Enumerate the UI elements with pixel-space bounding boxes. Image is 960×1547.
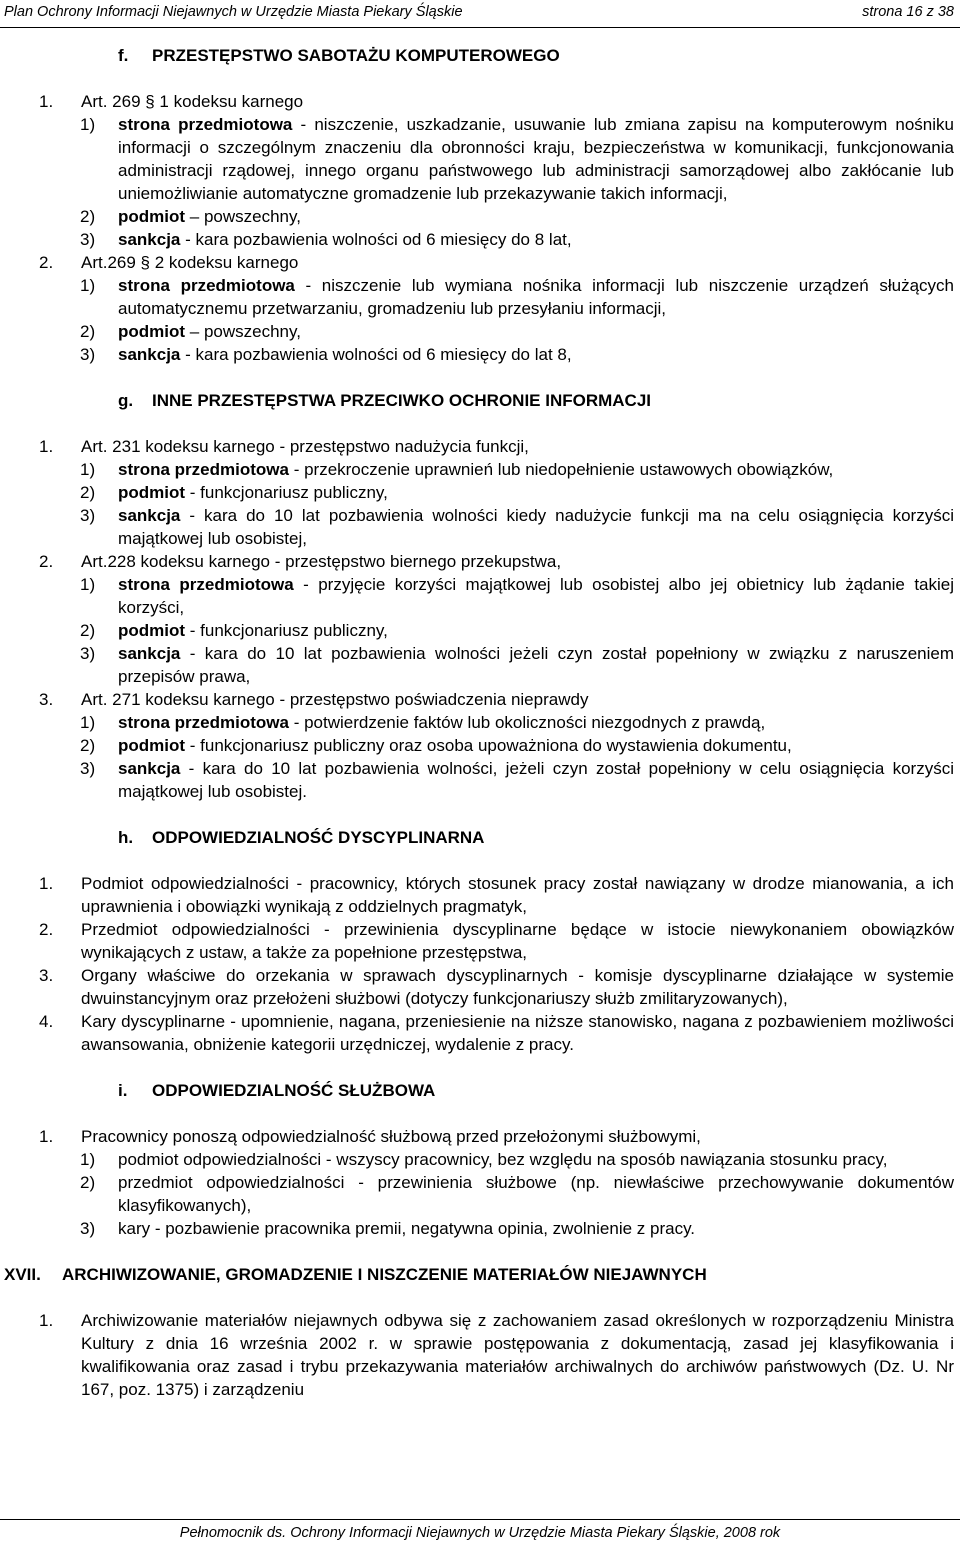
spacer <box>0 1240 960 1263</box>
list-item <box>0 1309 960 1401</box>
section-title: INNE PRZESTĘPSTWA PRZECIWKO OCHRONIE INFORMACJI <box>152 391 652 410</box>
sub-item-text: – powszechny, <box>185 322 301 341</box>
item-number: 2. <box>39 253 54 272</box>
sub-item-text: - niszczenie lub wymiana nośnika informacji lub niszczenie urządzeń służących automatycznemu przetwarzaniu, gromadzeniu lub przesyłaniu informacji, <box>118 276 954 318</box>
spacer <box>0 1286 960 1309</box>
sub-item-label: sankcja <box>118 230 181 249</box>
section-heading <box>118 826 960 849</box>
sub-item-text: - potwierdzenie faktów lub okoliczności niezgodnych z prawdą, <box>288 713 766 732</box>
footer-rule <box>0 1519 960 1520</box>
page-number: strona 16 z 38 <box>862 4 954 20</box>
sub-item-label: strona przedmiotowa <box>118 713 289 732</box>
spacer <box>0 366 960 389</box>
sub-item-number: 2) <box>80 1173 96 1192</box>
sub-item-number: 2) <box>80 736 96 755</box>
item-number: 2. <box>39 552 54 571</box>
sub-item-label: strona przedmiotowa <box>118 575 294 594</box>
sub-item <box>0 504 960 550</box>
sub-item-text: kary - pozbawienie pracownika premii, negatywna opinia, zwolnienie z pracy. <box>118 1219 696 1238</box>
list-item <box>0 918 960 964</box>
section-title: ODPOWIEDZIALNOŚĆ DYSCYPLINARNA <box>152 828 485 847</box>
sub-item-label: sankcja <box>118 506 181 525</box>
list-item <box>0 90 960 113</box>
sub-item <box>0 274 960 320</box>
spacer <box>0 803 960 826</box>
sub-item-number: 3) <box>80 759 96 778</box>
sub-item <box>0 734 960 757</box>
sub-item <box>0 573 960 619</box>
spacer <box>0 1102 960 1125</box>
list-item <box>0 1125 960 1148</box>
item-number: 2. <box>39 920 54 939</box>
item-text: Organy właściwe do orzekania w sprawach dyscyplinarnych - komisje dyscyplinarne działające w systemie dwuinstancyjnym oraz przełożeni służbowi (dotyczy funkcjonariuszy służb zmilitaryzowanych), <box>81 966 954 1008</box>
section-letter: f. <box>118 46 129 65</box>
chapter-heading <box>4 1263 960 1286</box>
sub-item <box>0 619 960 642</box>
section-title: ODPOWIEDZIALNOŚĆ SŁUŻBOWA <box>152 1081 436 1100</box>
sub-item-label: strona przedmiotowa <box>118 115 293 134</box>
sub-item-number: 3) <box>80 1219 96 1238</box>
sub-item-number: 2) <box>80 621 96 640</box>
sub-item-number: 1) <box>80 460 96 479</box>
sub-item-text: - przekroczenie uprawnień lub niedopełnienie ustawowych obowiązków, <box>288 460 834 479</box>
sub-item-label: sankcja <box>118 644 181 663</box>
item-number: 1. <box>39 1127 54 1146</box>
sub-item <box>0 458 960 481</box>
section-letter: h. <box>118 828 134 847</box>
sub-item-text: podmiot odpowiedzialności - wszyscy pracownicy, bez względu na sposób nawiązania stosunku pracy, <box>118 1150 888 1169</box>
sub-item <box>0 320 960 343</box>
page-header <box>0 0 960 24</box>
chapter-title: ARCHIWIZOWANIE, GROMADZENIE I NISZCZENIE MATERIAŁÓW NIEJAWNYCH <box>62 1265 707 1284</box>
sub-item-number: 3) <box>80 230 96 249</box>
list-item <box>0 1010 960 1056</box>
sub-item <box>0 642 960 688</box>
list-item <box>0 964 960 1010</box>
chapter-number: XVII. <box>4 1265 41 1284</box>
item-number: 4. <box>39 1012 54 1031</box>
sub-item <box>0 113 960 205</box>
sub-item-text: - funkcjonariusz publiczny oraz osoba upoważniona do wystawienia dokumentu, <box>185 736 792 755</box>
sub-item-label: podmiot <box>118 621 186 640</box>
item-number: 1. <box>39 1311 54 1330</box>
item-text: Art. 231 kodeksu karnego - przestępstwo nadużycia funkcji, <box>81 437 529 456</box>
sub-item-label: strona przedmiotowa <box>118 276 295 295</box>
item-text: Kary dyscyplinarne - upomnienie, nagana, przeniesienie na niższe stanowisko, nagana z pozbawieniem możliwości awansowania, obniżenie kategorii urzędniczej, wydalenie z pracy. <box>81 1012 954 1054</box>
sub-item-text: - kara pozbawienia wolności od 6 miesięcy do lat 8, <box>180 345 572 364</box>
item-text: Art.228 kodeksu karnego - przestępstwo biernego przekupstwa, <box>81 552 562 571</box>
list-item <box>0 872 960 918</box>
section-letter: g. <box>118 391 134 410</box>
sub-item-label: sankcja <box>118 345 181 364</box>
list-item <box>0 688 960 711</box>
list-item <box>0 251 960 274</box>
sub-item <box>0 343 960 366</box>
spacer <box>0 849 960 872</box>
spacer <box>0 1056 960 1079</box>
sub-item-text: - kara do 10 lat pozbawienia wolności jeżeli czyn został popełniony w związku z naruszeniem przepisów prawa, <box>118 644 954 686</box>
sub-item-text: - kara pozbawienia wolności od 6 miesięcy do 8 lat, <box>180 230 572 249</box>
item-text: Archiwizowanie materiałów niejawnych odbywa się z zachowaniem zasad określonych w rozporządzeniu Ministra Kultury z dnia 16 września 2002 r. w sprawie postępowania z dokumentacją, zasad jej klasyfikowania i kwalifikowania oraz zasad i trybu przekazywania materiałów archiwalnych do archiwów państwowych (Dz. U. Nr 167, poz. 1375) i zarządzeniu <box>81 1311 954 1399</box>
sub-item-number: 3) <box>80 506 96 525</box>
item-number: 1. <box>39 874 54 893</box>
list-item <box>0 435 960 458</box>
sub-item <box>0 205 960 228</box>
sub-item-label: sankcja <box>118 759 181 778</box>
sub-item <box>0 711 960 734</box>
sub-item-text: - kara do 10 lat pozbawienia wolności, jeżeli czyn został popełniony w celu osiągnięcia korzyści majątkowej lub osobistej. <box>118 759 954 801</box>
sub-item-number: 1) <box>80 713 96 732</box>
sub-item-number: 2) <box>80 483 96 502</box>
sub-item-number: 3) <box>80 644 96 663</box>
item-text: Art. 271 kodeksu karnego - przestępstwo poświadczenia nieprawdy <box>81 690 589 709</box>
sub-item-number: 3) <box>80 345 96 364</box>
sub-item-text: - funkcjonariusz publiczny, <box>185 621 388 640</box>
sub-item-number: 2) <box>80 322 96 341</box>
section-letter: i. <box>118 1081 128 1100</box>
sub-item-label: podmiot <box>118 483 186 502</box>
item-text: Art.269 § 2 kodeksu karnego <box>81 253 299 272</box>
sub-item <box>0 1171 960 1217</box>
item-text: Podmiot odpowiedzialności - pracownicy, których stosunek pracy został nawiązany w drodze mianowania, a ich uprawnienia i obowiązki wynikają z oddzielnych pragmatyk, <box>81 874 954 916</box>
sub-item-number: 1) <box>80 1150 96 1169</box>
sub-item-text: - niszczenie, uszkadzanie, usuwanie lub zmiana zapisu na komputerowym nośniku informacji o szczególnym znaczeniu dla obronności kraju, bezpieczeństwa w komunikacji, funkcjonowania administracji rządowej, innego organu państwowego lub administracji samorządowej albo zakłócanie lub uniemożliwianie automatyczne gromadzenie lub przekazywanie takich informacji, <box>118 115 954 203</box>
sub-item <box>0 757 960 803</box>
item-number: 3. <box>39 966 54 985</box>
item-number: 1. <box>39 92 54 111</box>
section-heading <box>118 389 960 412</box>
sub-item-label: podmiot <box>118 207 186 226</box>
sub-item-text: przedmiot odpowiedzialności - przewinienia służbowe (np. niewłaściwe przechowywanie dokumentów klasyfikowanych), <box>118 1173 954 1215</box>
sub-item-number: 1) <box>80 276 96 295</box>
sub-item <box>0 1217 960 1240</box>
sub-item <box>0 1148 960 1171</box>
list-item <box>0 550 960 573</box>
spacer <box>0 412 960 435</box>
document-body <box>0 44 960 1401</box>
header-title: Plan Ochrony Informacji Niejawnych w Urzędzie Miasta Piekary Śląskie <box>4 4 463 20</box>
sub-item-label: podmiot <box>118 322 186 341</box>
sub-item-text: - kara do 10 lat pozbawienia wolności kiedy nadużycie funkcji ma na celu osiągnięcia korzyści majątkowej lub osobistej, <box>118 506 954 548</box>
sub-item <box>0 481 960 504</box>
item-text: Pracownicy ponoszą odpowiedzialność służbową przed przełożonymi służbowymi, <box>81 1127 701 1146</box>
spacer <box>0 67 960 90</box>
sub-item <box>0 228 960 251</box>
sub-item-number: 1) <box>80 575 96 594</box>
section-title: PRZESTĘPSTWO SABOTAŻU KOMPUTEROWEGO <box>152 46 560 65</box>
sub-item-label: podmiot <box>118 736 186 755</box>
section-heading <box>118 1079 960 1102</box>
sub-item-number: 1) <box>80 115 96 134</box>
item-number: 1. <box>39 437 54 456</box>
sub-item-label: strona przedmiotowa <box>118 460 289 479</box>
sub-item-text: – powszechny, <box>185 207 301 226</box>
page-footer: Pełnomocnik ds. Ochrony Informacji Niejawnych w Urzędzie Miasta Piekary Śląskie, 2008 rok <box>179 1525 781 1541</box>
section-heading <box>118 44 960 67</box>
item-text: Przedmiot odpowiedzialności - przewinienia dyscyplinarne będące w istocie niewykonaniem obowiązków wynikających z ustaw, a także za popełnione przestępstwa, <box>81 920 954 962</box>
sub-item-text: - funkcjonariusz publiczny, <box>185 483 388 502</box>
sub-item-text: - przyjęcie korzyści majątkowej lub osobistej albo jej obietnicy lub żądanie takiej korzyści, <box>118 575 955 617</box>
sub-item-number: 2) <box>80 207 96 226</box>
item-number: 3. <box>39 690 54 709</box>
item-text: Art. 269 § 1 kodeksu karnego <box>81 92 304 111</box>
header-rule <box>0 27 960 28</box>
